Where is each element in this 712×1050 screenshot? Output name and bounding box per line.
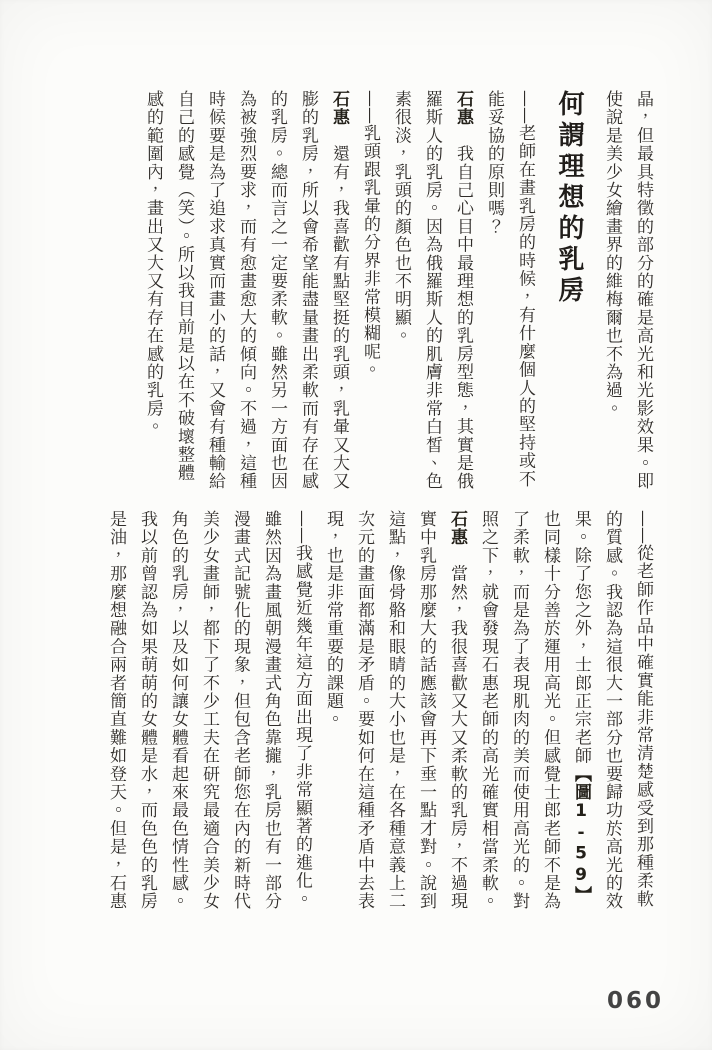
continuation-paragraph <box>596 90 658 494</box>
paragraph-text: 也同樣十分善於運用高光。但感覺士郎老師不是為了柔軟，而是為了表現肌肉的美而使用高光的。對照之下，就會發現石惠老師的高光確實相當柔軟。 <box>478 510 560 911</box>
interviewer-paragraph <box>100 510 317 914</box>
paragraph-text: 當然，我很喜歡又大又柔軟的乳房，不過現實中乳房那麼大的話應該會再下垂一點才對。說到這點，像骨骼和眼睛的大小也是，在各種意義上二次元的畫面都滿是矛盾。要如何在這種矛盾中去表現，也是非常重要的課題。 <box>323 510 467 911</box>
interviewer-dash: —— <box>633 510 653 544</box>
answer-paragraph <box>137 90 354 494</box>
speaker-name: 石惠 <box>329 90 349 127</box>
speaker-name: 石惠 <box>447 510 467 547</box>
interviewer-paragraph <box>478 90 540 494</box>
page-number: 060 <box>607 988 665 1014</box>
paragraph-text: 我自己心目中最理想的乳房型態，其實是俄羅斯人的乳房。因為俄羅斯人的肌膚非常白皙、色素很淡，乳頭的顏色也不明顯。 <box>391 90 473 491</box>
paragraph-text: 乳頭跟乳暈的分界非常模糊呢。 <box>360 124 380 379</box>
interviewer-dash: —— <box>515 90 535 124</box>
interviewer-paragraph <box>472 510 658 914</box>
paragraph-text: 從老師作品中確實能非常清楚感受到那種柔軟的質感。我認為這很大一部分也要歸功於高光的效果。除了您之外，士郎正宗老師 <box>571 510 653 911</box>
paragraph-text: 我感覺近幾年這方面出現了非常顯著的進化。雖然因為畫風朝漫畫式角色靠攏，乳房也有一部分漫畫式記號化的現象，但包含老師您在內的新時代美少女畫師，都下了不少工夫在研究最適合美少女角色的乳房，以及如何讓女體看起來最色情性感。我以前曾認為如果萌萌的女體是水，而色色的乳房是油，那麼想融合兩者簡直難如登天。但是，石惠 <box>106 510 312 911</box>
text-band-bottom <box>100 510 658 914</box>
answer-paragraph <box>385 90 478 494</box>
text-band-top <box>137 90 658 494</box>
answer-paragraph <box>317 510 472 914</box>
section-heading: 何謂理想的乳房 <box>554 90 584 307</box>
interviewer-dash: —— <box>292 510 312 544</box>
figure-ref: 【圖1-59】 <box>571 764 591 905</box>
paragraph-text: 老師在畫乳房的時候，有什麼個人的堅持或不能妥協的原則嗎？ <box>484 90 535 488</box>
interviewer-paragraph <box>354 90 385 494</box>
interviewer-dash: —— <box>360 90 380 124</box>
speaker-name: 石惠 <box>453 90 473 127</box>
paragraph-text: 還有，我喜歡有點堅挺的乳頭，乳暈又大又膨的乳房，所以會希望能盡量畫出柔軟而有存在感的乳房。總而言之一定要柔軟。雖然另一方面也因為被強烈要求，而有愈畫愈大的傾向。不過，這種時候要是為了追求真實而畫小的話，又會有種輸給自己的感覺（笑）。所以我目前是以在不破壞整體感的範圍內，畫出又大又有存在感的乳房。 <box>143 90 349 491</box>
paragraph-text: 晶，但最具特徵的部分的確是高光和光影效果。即使說是美少女繪畫界的維梅爾也不為過。 <box>602 90 653 491</box>
